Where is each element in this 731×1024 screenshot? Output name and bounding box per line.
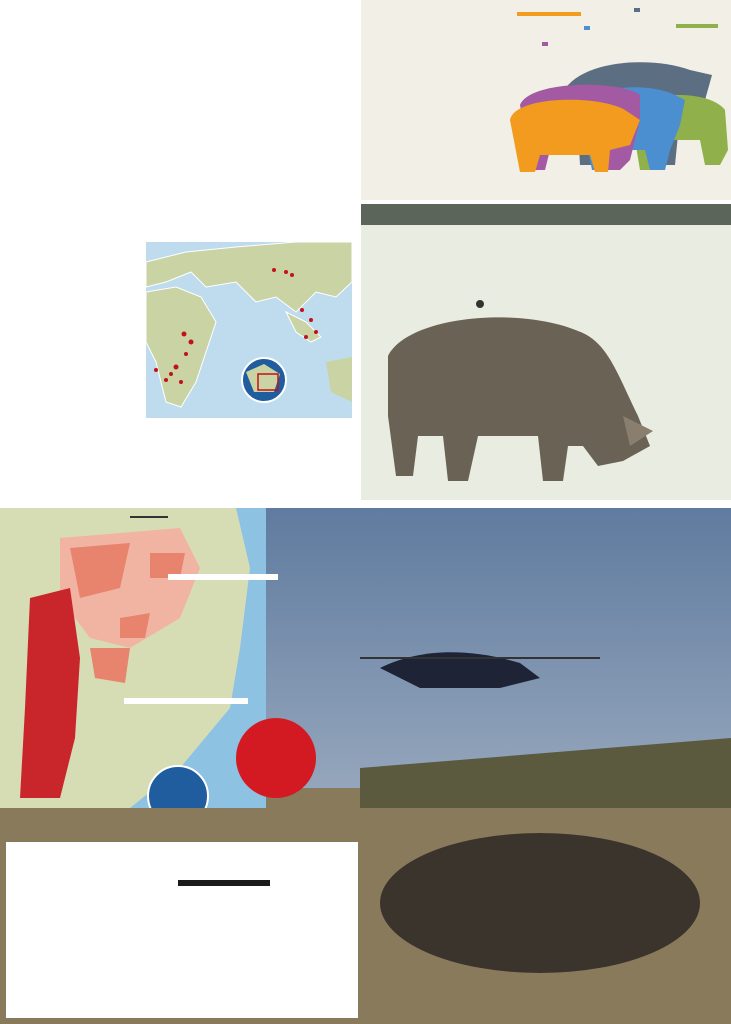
chart-annotation	[178, 880, 270, 886]
map-scale	[130, 516, 168, 518]
label-javaanse	[542, 42, 548, 46]
world-map	[146, 242, 352, 418]
label-zwarte	[584, 26, 590, 30]
timeline	[590, 534, 726, 540]
kruger-box	[124, 698, 248, 704]
maten-block	[608, 230, 728, 236]
label-witte	[634, 8, 640, 12]
glt-box	[168, 574, 278, 580]
kruger-circle	[236, 718, 316, 798]
species-chart	[480, 0, 731, 200]
sa-map	[0, 508, 266, 808]
label-sumatraanse	[517, 12, 581, 16]
white-rhino-illustration	[368, 296, 658, 486]
white-rhino-heading	[361, 204, 731, 225]
label-indiase	[676, 24, 718, 28]
